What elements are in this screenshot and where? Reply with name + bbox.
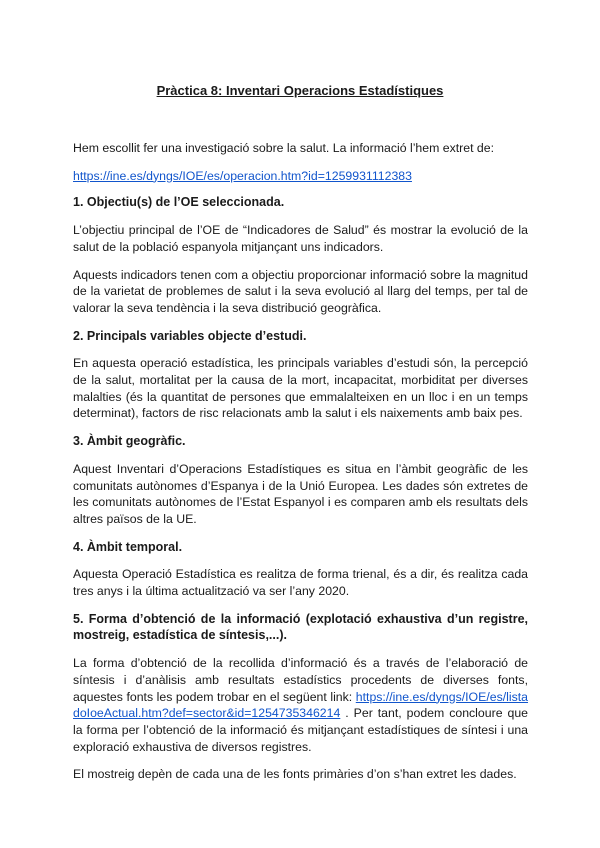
paragraph-text: La forma d’obtenció de la recollida d’informació és a través de l’elaboració de síntesis i d’anàlisis amb resultats estadístics procedents de diverses fonts, aquestes fonts les podem trobar en el següent link: — [73, 656, 528, 704]
paragraph: L’objectiu principal de l’OE de “Indicadores de Salud” és mostrar la evolució de la salut de la població espanyola mitjançant uns indicadors. — [73, 223, 528, 254]
section-heading: 5. Forma d’obtenció de la informació (explotació exhaustiva d’un registre, mostreig, estadística de síntesis,...). — [73, 611, 528, 643]
paragraph-text: . Per tant, podem concloure que la forma per l’obtenció de la informació és mitjançant estadístiques de síntesi i una exploració exhaustiva de diversos registres. — [73, 706, 529, 754]
section-heading: 3. Àmbit geogràfic. — [73, 434, 186, 449]
section-heading: 2. Principals variables objecte d’estudi. — [73, 328, 307, 343]
section-collection-method — [73, 611, 528, 783]
paragraph: Aquests indicadors tenen com a objectiu proporcionar informació sobre la magnitud de la varietat de problemes de salut i la seva evolució al llarg del temps, per tal de valorar la seva tendència i la seva distribució geogràfica. — [73, 267, 528, 315]
source-link[interactable]: https://ine.es/dyngs/IOE/es/operacion.htm?id=1259931112383 — [73, 168, 412, 183]
paragraph: En aquesta operació estadística, les principals variables d’estudi són, la percepció de la salut, mortalitat per la causa de la mort, incapacitat, morbiditat per diverses malalties (és la quantitat de persones que emmalalteixen en un lloc i en un temps determinat), factors de risc relacionats amb la salut i els naixements amb baix pes. — [73, 356, 528, 421]
document-title: Pràctica 8: Inventari Operacions Estadístiques — [156, 83, 444, 98]
section-objectives — [73, 194, 528, 316]
section-variables — [73, 328, 528, 423]
section-heading: 4. Àmbit temporal. — [73, 539, 183, 554]
sources-link[interactable]: https://ine.es/dyngs/IOE/es/listadoIoeActual.htm?def=sector&id=1254735346214 — [73, 689, 529, 721]
section-heading: 1. Objectiu(s) de l’OE seleccionada. — [73, 195, 285, 210]
section-geographic — [73, 433, 528, 528]
source-link-line — [73, 168, 528, 185]
document-body — [73, 140, 528, 794]
paragraph: Aquesta Operació Estadística es realitza de forma trienal, és a dir, és realitza cada tres anys i la última actualització va ser l’any 2020. — [73, 567, 528, 599]
intro-paragraph: Hem escollit fer una investigació sobre la salut. La informació l’hem extret de: — [73, 141, 495, 155]
paragraph: Aquest Inventari d’Operacions Estadístiques es situa en l’àmbit geogràfic de les comunitats autònomes d’Espanya i de la Unió Europea. Les dades són extretes de les comunitats autònomes de l’Estat Espanyol i es comparen amb els resultats dels altres països de la UE. — [73, 461, 528, 526]
section-temporal — [73, 539, 528, 600]
paragraph: El mostreig depèn de cada una de les fonts primàries d’on s’han extret les dades. — [73, 767, 517, 782]
paragraph — [73, 655, 528, 755]
